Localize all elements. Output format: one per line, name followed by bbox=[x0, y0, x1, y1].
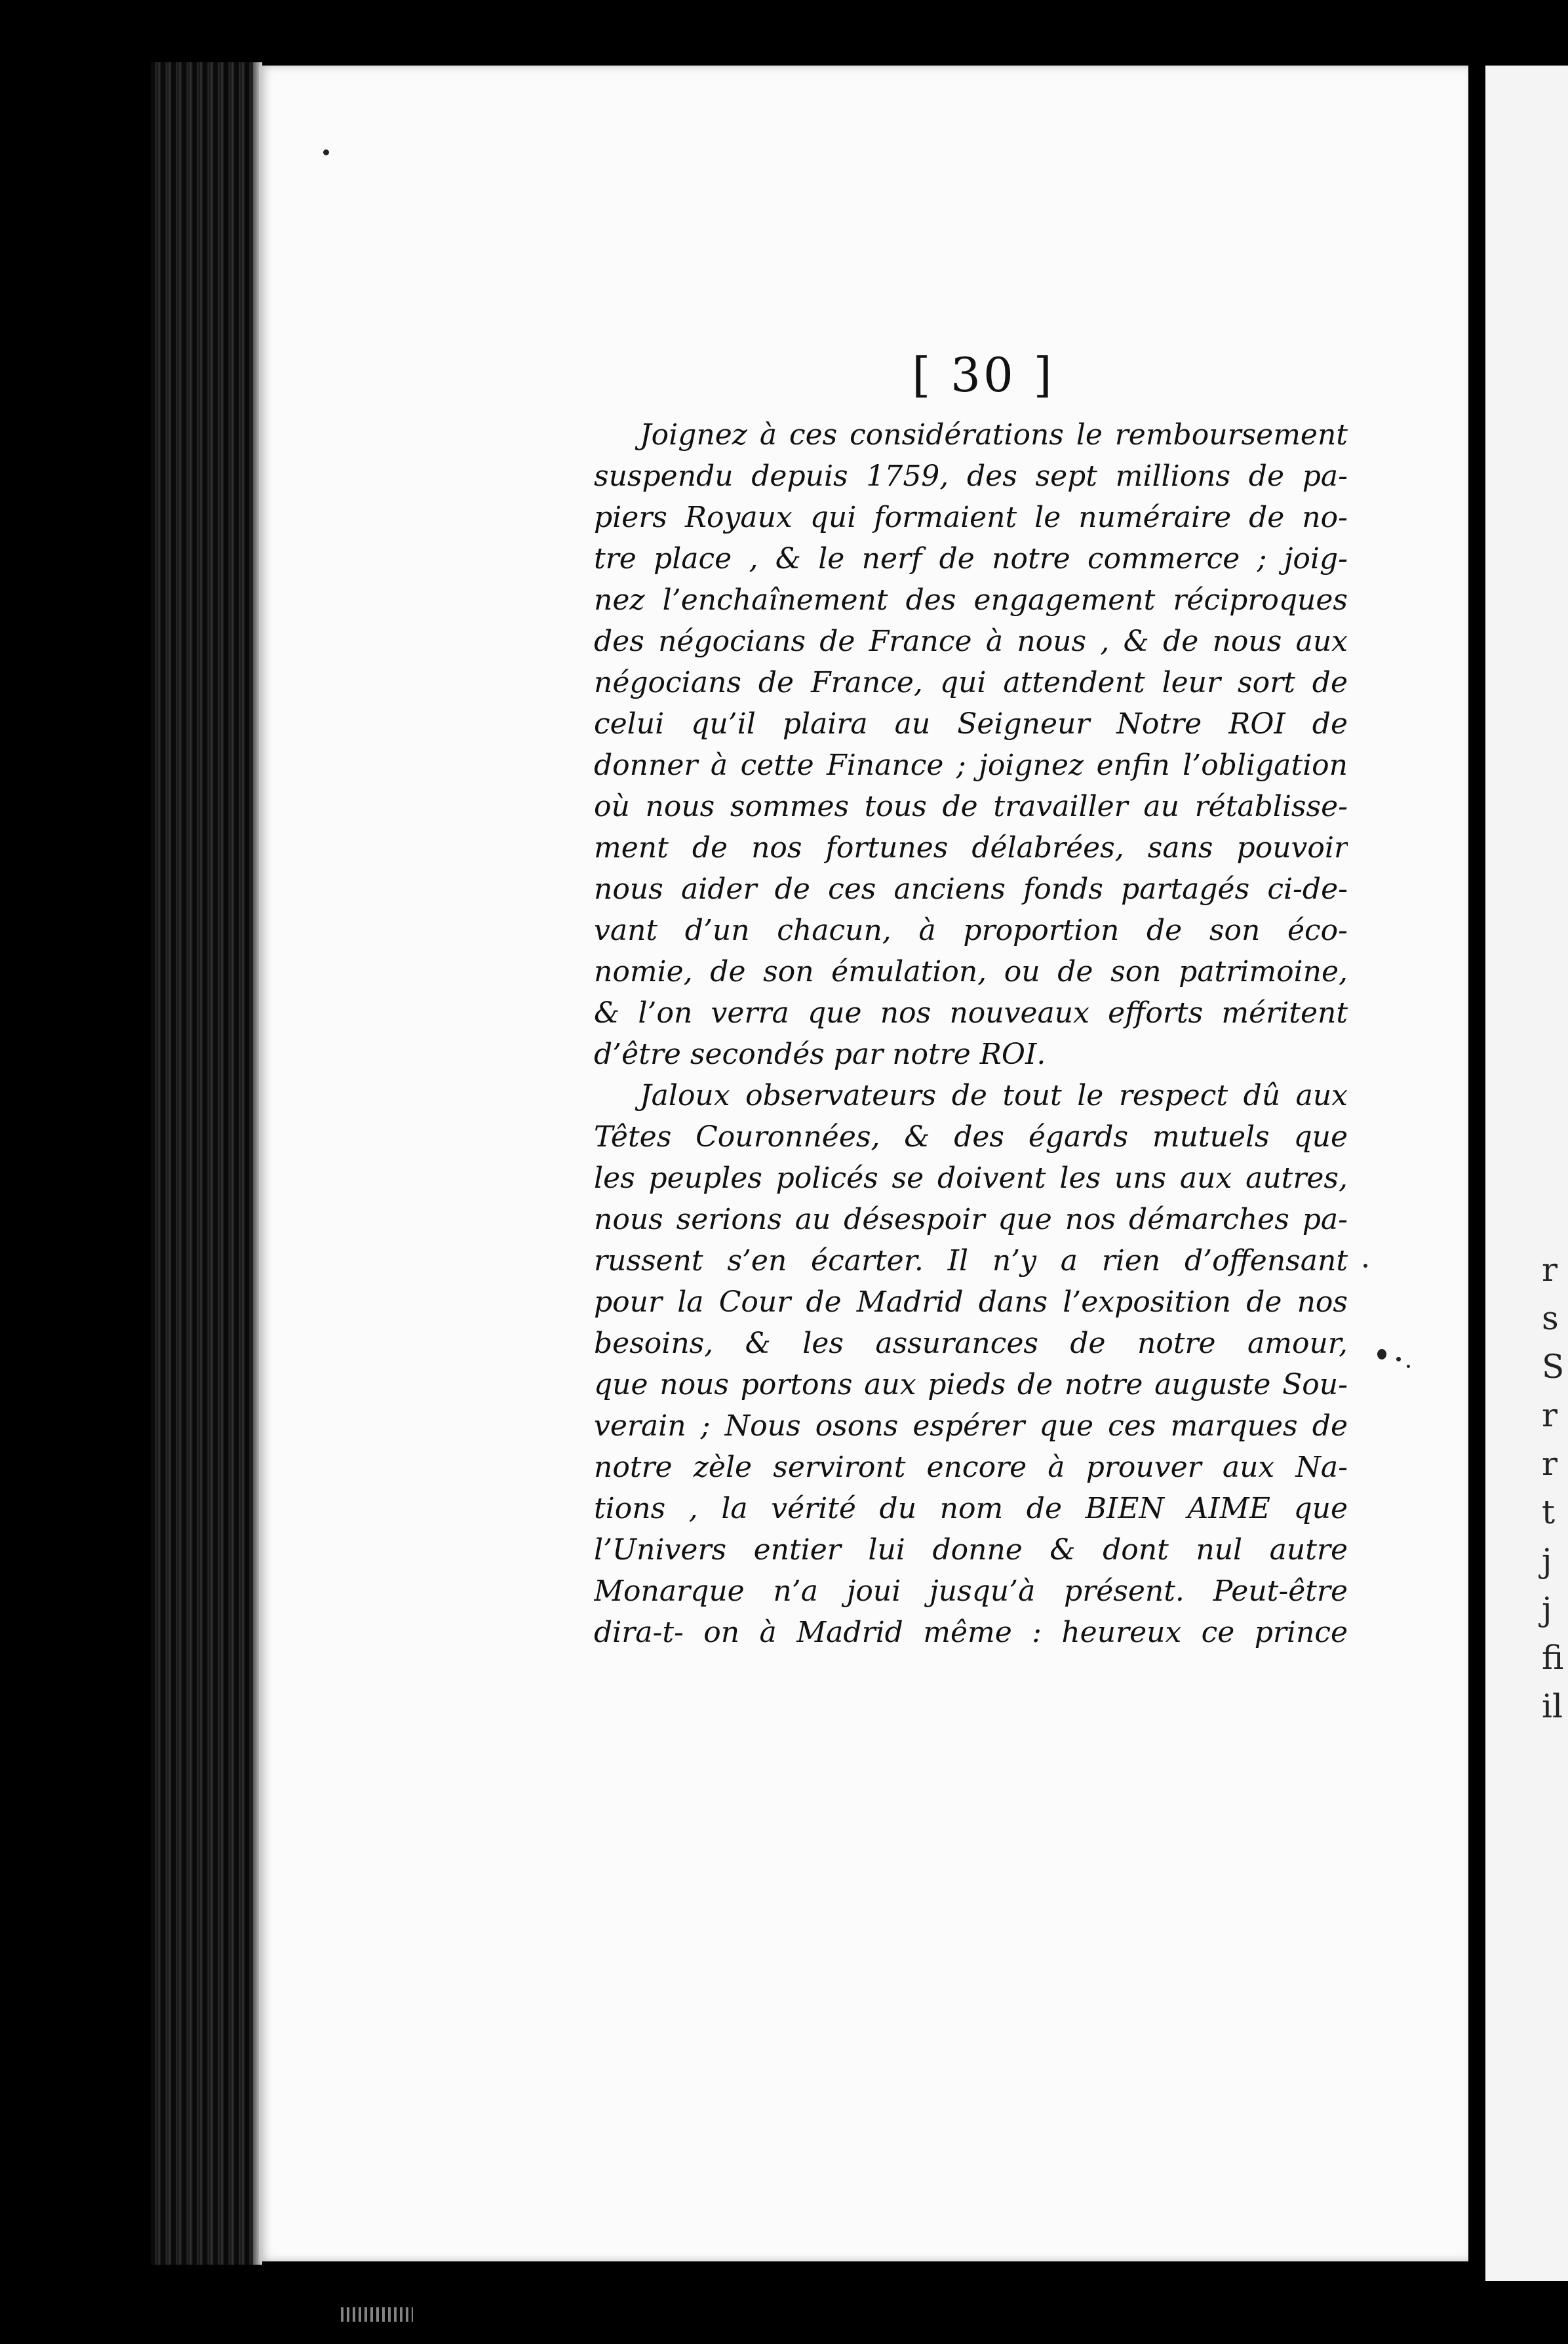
facing-fragment: r bbox=[1542, 1251, 1558, 1289]
scan-artifact bbox=[341, 2307, 413, 2322]
text-line: que nous portons aux pieds de notre auguste Sou- bbox=[594, 1368, 1348, 1401]
text-line: d’être secondés par notre ROI. bbox=[594, 1038, 1046, 1071]
book-gutter bbox=[1468, 62, 1485, 2278]
text-line: des négocians de France à nous , & de nous aux bbox=[594, 625, 1348, 658]
text-line: notre zèle serviront encore à prouver aux Na- bbox=[594, 1451, 1348, 1484]
text-line: Joignez à ces considérations le remboursement bbox=[640, 418, 1348, 452]
text-line: Monarque n’a joui jusqu’à présent. Peut-être bbox=[594, 1574, 1348, 1608]
text-line: dira-t- on à Madrid même : heureux ce prince bbox=[594, 1616, 1348, 1649]
facing-fragment: fi bbox=[1542, 1639, 1564, 1677]
text-line: nous aider de ces anciens fonds partagés ci-de- bbox=[594, 872, 1348, 906]
text-line: nez l’enchaînement des engagement réciproques bbox=[594, 583, 1348, 617]
text-line: où nous sommes tous de travailler au rétablisse- bbox=[594, 790, 1348, 823]
facing-fragment: r bbox=[1542, 1445, 1558, 1483]
text-line: russent s’en écarter. Il n’y a rien d’offensant bbox=[594, 1244, 1348, 1278]
facing-fragment: S bbox=[1542, 1348, 1565, 1386]
facing-fragment: j bbox=[1542, 1590, 1552, 1628]
text-line: nous serions au désespoir que nos démarches pa- bbox=[594, 1203, 1348, 1236]
text-line: besoins, & les assurances de notre amour, bbox=[594, 1327, 1348, 1360]
text-line: les peuples policés se doivent les uns aux autres, bbox=[594, 1162, 1348, 1195]
facing-fragment: j bbox=[1542, 1542, 1552, 1580]
text-line: celui qu’il plaira au Seigneur Notre ROI de bbox=[594, 707, 1348, 741]
text-line: Jaloux observateurs de tout le respect dû aux bbox=[640, 1079, 1348, 1112]
text-line: vant d’un chacun, à proportion de son éco- bbox=[594, 914, 1348, 947]
text-line: verain ; Nous osons espérer que ces marques de bbox=[594, 1409, 1348, 1443]
text-line: donner à cette Finance ; joignez enfin l’obligation bbox=[594, 749, 1348, 782]
book-page-edges bbox=[151, 62, 262, 2265]
facing-page bbox=[1485, 66, 1568, 2281]
page-number: [ 30 ] bbox=[912, 347, 1055, 402]
text-line: pour la Cour de Madrid dans l’exposition de nos bbox=[594, 1285, 1348, 1319]
facing-page-text bbox=[1542, 1245, 1564, 1730]
text-line: suspendu depuis 1759, des sept millions de pa- bbox=[594, 459, 1348, 493]
text-line: tions , la vérité du nom de BIEN AIME que bbox=[594, 1492, 1348, 1525]
text-line: tre place , & le nerf de notre commerce ; joig- bbox=[594, 542, 1348, 576]
text-line: négocians de France, qui attendent leur sort de bbox=[594, 666, 1348, 699]
text-line: l’Univers entier lui donne & dont nul autre bbox=[594, 1533, 1348, 1567]
facing-fragment: s bbox=[1542, 1299, 1559, 1337]
text-line: piers Royaux qui formaient le numéraire de no- bbox=[594, 501, 1348, 534]
body-text bbox=[594, 414, 1348, 1653]
facing-fragment: il bbox=[1542, 1687, 1563, 1725]
facing-fragment: r bbox=[1542, 1396, 1558, 1434]
text-line: ment de nos fortunes délabrées, sans pouvoir bbox=[594, 831, 1348, 865]
text-line: & l’on verra que nos nouveaux efforts méritent bbox=[594, 996, 1348, 1030]
text-line: nomie, de son émulation, ou de son patrimoine, bbox=[594, 955, 1348, 988]
facing-fragment: t bbox=[1542, 1493, 1556, 1531]
text-line: Têtes Couronnées, & des égards mutuels que bbox=[594, 1120, 1348, 1154]
